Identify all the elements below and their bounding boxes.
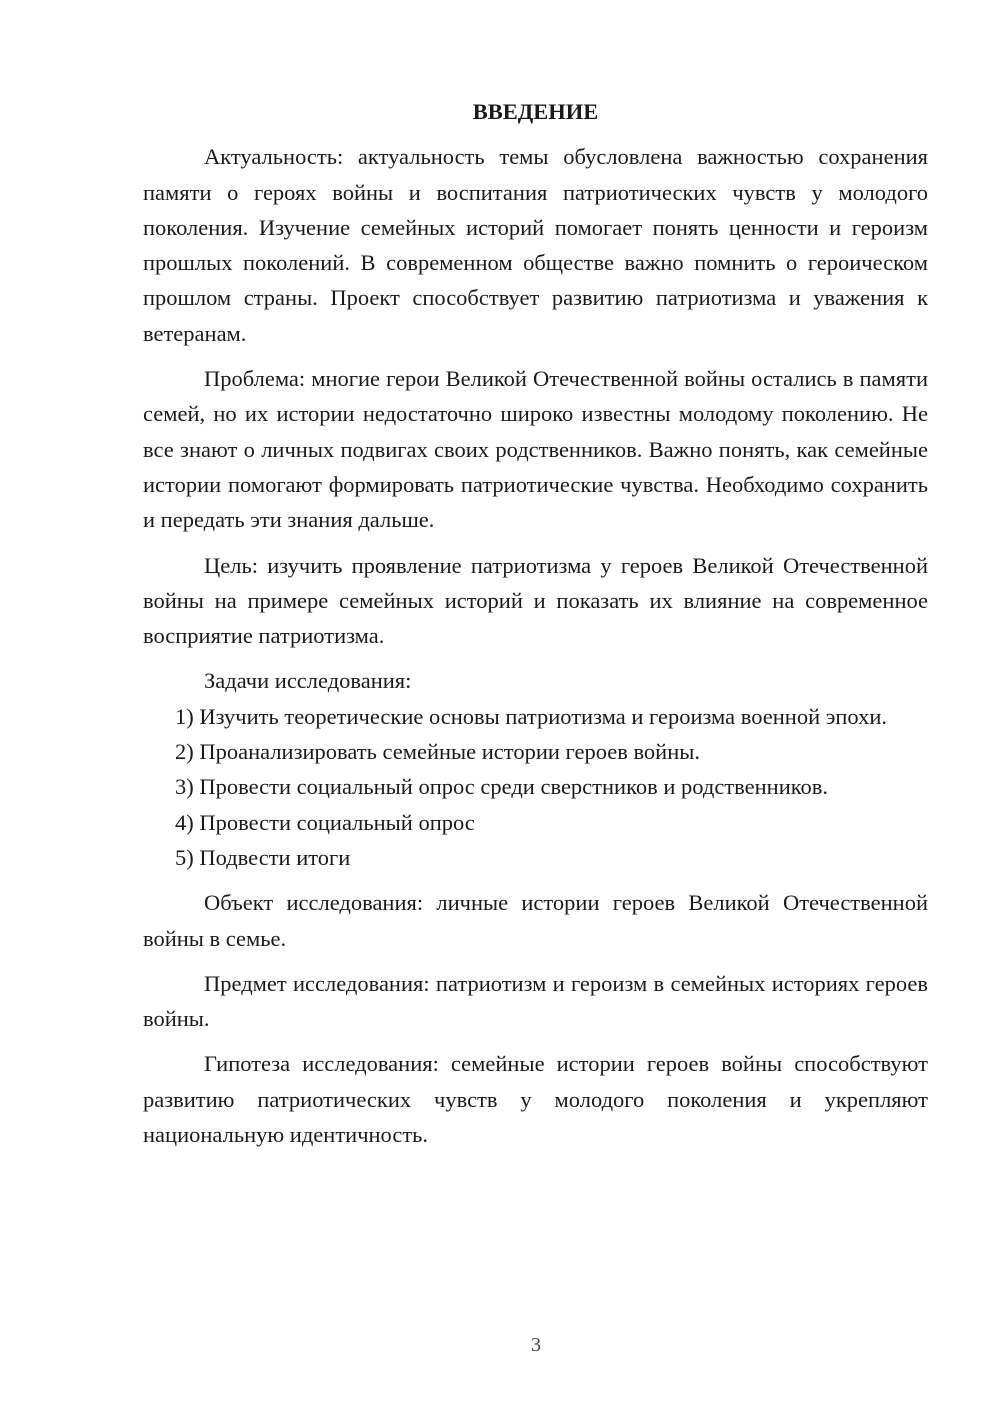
paragraph-problem: Проблема: многие герои Великой Отечественной войны остались в памяти семей, но их истории недостаточно широко известны молодому поколению. Не все знают о личных подвигах своих родственников. Важно понять, как семейные истории помогают формировать патриотические чувства. Необходимо сохранить и передать эти знания дальше. bbox=[143, 366, 928, 533]
list-item: 5) Подвести итоги bbox=[175, 844, 351, 870]
paragraph-object: Объект исследования: личные истории героев Великой Отечественной войны в семье. bbox=[143, 890, 928, 951]
document-body bbox=[143, 94, 928, 1152]
list-item: 3) Провести социальный опрос среди сверстников и родственников. bbox=[175, 774, 829, 800]
paragraph-subject: Предмет исследования: патриотизм и героизм в семейных историях героев войны. bbox=[143, 970, 928, 1032]
page-title: ВВЕДЕНИЕ bbox=[472, 99, 599, 124]
paragraph-goal: Цель: изучить проявление патриотизма у героев Великой Отечественной войны на примере семейных историй и показать их влияние на современное восприятие патриотизма. bbox=[143, 552, 928, 649]
page-number: 3 bbox=[531, 1334, 541, 1356]
list-item: 1) Изучить теоретические основы патриотизма и героизма военной эпохи. bbox=[175, 703, 888, 729]
list-item: 4) Провести социальный опрос bbox=[175, 809, 475, 835]
list-item: 2) Проанализировать семейные истории героев войны. bbox=[175, 739, 701, 765]
paragraph-hypothesis: Гипотеза исследования: семейные истории героев войны способствуют развитию патриотических чувств у молодого поколения и укрепляют национальную идентичность. bbox=[143, 1051, 928, 1148]
paragraph-relevance: Актуальность: актуальность темы обусловлена важностью сохранения памяти о героях войны и воспитания патриотических чувств у молодого поколения. Изучение семейных историй помогает понять ценности и героизм прошлых поколений. В современном обществе важно помнить о героическом прошлом страны. Проект способствует развитию патриотизма и уважения к ветеранам. bbox=[143, 144, 928, 346]
tasks-list bbox=[143, 699, 928, 875]
paragraph-tasks-heading: Задачи исследования: bbox=[204, 668, 412, 694]
